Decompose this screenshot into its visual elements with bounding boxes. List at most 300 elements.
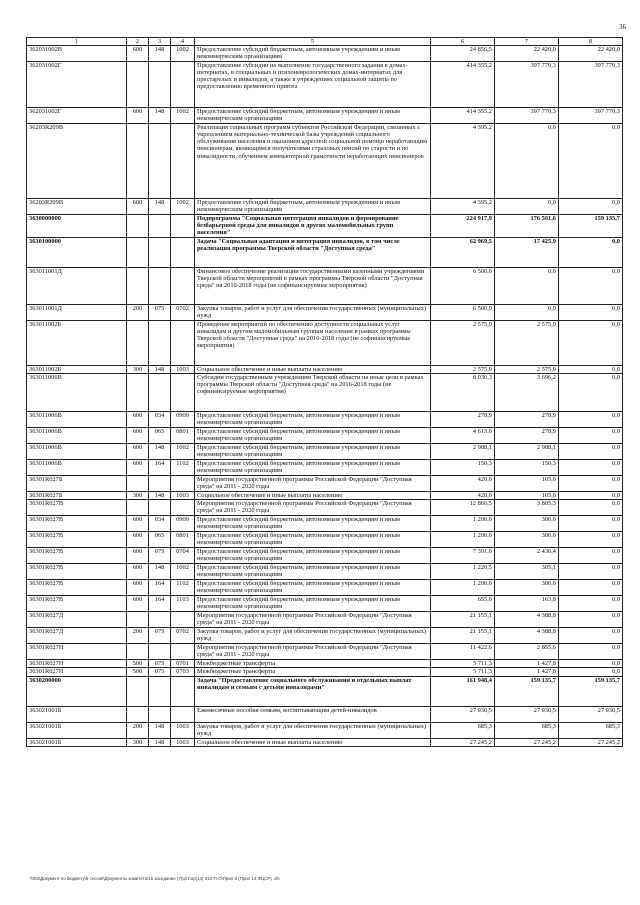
section-cell bbox=[171, 644, 195, 660]
target-code-cell: 36203R209В bbox=[27, 123, 127, 198]
description-cell: Задача "Предоставление социального обслуживания и отдельных выплат инвалидам и семьям с детьми инвалидами" bbox=[195, 676, 431, 706]
target-code-cell: 36301R027Д bbox=[27, 628, 127, 644]
administrator-cell bbox=[149, 237, 171, 267]
value-2017-cell: 21 155,1 bbox=[431, 612, 495, 628]
description-cell: Финансовое обеспечение реализации государственными казенными учреждениями Тверской области мероприятий в рамках программы Тверской области "Доступная среда" на 2016-2018 годы (не софинансируемые мероприятия) bbox=[195, 267, 431, 304]
value-2018-cell: 305,1 bbox=[495, 564, 559, 580]
value-2018-cell: 2 855,6 bbox=[495, 644, 559, 660]
value-2018-cell: 105,0 bbox=[495, 475, 559, 491]
description-cell: Предоставление субсидий бюджетным, автономным учреждениям и иным некоммерческим организациям bbox=[195, 459, 431, 475]
target-code-cell: 362031002В bbox=[27, 46, 127, 62]
description-cell: Закупка товаров, работ и услуг для обеспечения государственных (муниципальных) нужд bbox=[195, 304, 431, 320]
value-2019-cell: 0,0 bbox=[559, 580, 623, 596]
administrator-cell: 075 bbox=[149, 668, 171, 676]
table-row bbox=[27, 491, 623, 499]
section-cell: 1002 bbox=[171, 107, 195, 123]
administrator-cell: 065 bbox=[149, 532, 171, 548]
table-row bbox=[27, 365, 623, 373]
table-row bbox=[27, 411, 623, 427]
table-row bbox=[27, 107, 623, 123]
value-2017-cell: 21 155,1 bbox=[431, 628, 495, 644]
section-cell: 0703 bbox=[171, 668, 195, 676]
value-2018-cell: 105,0 bbox=[495, 491, 559, 499]
value-2017-cell: 1 200,0 bbox=[431, 516, 495, 532]
value-2019-cell: 0,0 bbox=[559, 596, 623, 612]
value-2017-cell: 4 395,2 bbox=[431, 198, 495, 214]
administrator-cell bbox=[149, 500, 171, 516]
section-cell bbox=[171, 706, 195, 722]
value-2017-cell: 27 930,5 bbox=[431, 706, 495, 722]
administrator-cell: 075 bbox=[149, 548, 171, 564]
value-2019-cell: 0,0 bbox=[559, 491, 623, 499]
value-2019-cell: 0,0 bbox=[559, 459, 623, 475]
value-2019-cell: 159 135,7 bbox=[559, 214, 623, 237]
value-2019-cell: 0,0 bbox=[559, 628, 623, 644]
target-code-cell: 36301R027Н bbox=[27, 644, 127, 660]
expense-type-cell: 500 bbox=[127, 660, 149, 668]
value-2018-cell: 397 770,3 bbox=[495, 107, 559, 123]
value-2017-cell: 1 200,0 bbox=[431, 580, 495, 596]
column-number: 8 bbox=[559, 38, 623, 46]
description-cell: Мероприятия государственной программы Российской Федерации "Доступная среда" на 2011 - 2020 годы bbox=[195, 612, 431, 628]
description-cell: Межбюджетные трансферты bbox=[195, 660, 431, 668]
section-cell bbox=[171, 123, 195, 198]
value-2018-cell: 1 427,8 bbox=[495, 660, 559, 668]
value-2018-cell: 300,0 bbox=[495, 532, 559, 548]
target-code-cell: 363021001Б bbox=[27, 738, 127, 746]
value-2019-cell: 0,0 bbox=[559, 612, 623, 628]
value-2018-cell: 300,0 bbox=[495, 580, 559, 596]
target-code-cell: 363011006В bbox=[27, 427, 127, 443]
description-cell: Ежемесячные пособия семьям, воспитывающим детей-инвалидов bbox=[195, 706, 431, 722]
value-2018-cell: 176 561,6 bbox=[495, 214, 559, 237]
section-cell: 1002 bbox=[171, 443, 195, 459]
expense-type-cell: 200 bbox=[127, 628, 149, 644]
file-path-footer: \\ФЭ\Документ по бюджету\6 сессия\Документы комитета\16 заседание (7)\р\1\ор(14) 312-П-О\Прил 8 (Прил 14 ФЦСР) .xls bbox=[30, 876, 280, 881]
value-2018-cell: 3 696,2 bbox=[495, 373, 559, 411]
target-code-cell: 363011001Д bbox=[27, 267, 127, 304]
target-code-cell: 3630100000 bbox=[27, 237, 127, 267]
section-cell: 0909 bbox=[171, 516, 195, 532]
expense-type-cell: 600 bbox=[127, 532, 149, 548]
value-2017-cell: 12 866,5 bbox=[431, 500, 495, 516]
description-cell: Межбюджетные трансферты bbox=[195, 668, 431, 676]
description-cell: Предоставление субсидий бюджетным, автономным учреждениям и иным некоммерческим организациям bbox=[195, 107, 431, 123]
section-cell: 1103 bbox=[171, 596, 195, 612]
expense-type-cell: 600 bbox=[127, 427, 149, 443]
administrator-cell: 164 bbox=[149, 580, 171, 596]
expense-type-cell: 600 bbox=[127, 198, 149, 214]
table-row bbox=[27, 532, 623, 548]
target-code-cell: 363011002Б bbox=[27, 320, 127, 365]
description-cell: Предоставление субсидий бюджетным, автономным учреждениям и иным некоммерческим организациям bbox=[195, 516, 431, 532]
value-2019-cell: 0,0 bbox=[559, 267, 623, 304]
value-2018-cell: 27 245,2 bbox=[495, 738, 559, 746]
section-cell: 1002 bbox=[171, 198, 195, 214]
value-2018-cell: 685,3 bbox=[495, 722, 559, 738]
value-2018-cell: 1 427,8 bbox=[495, 668, 559, 676]
target-code-cell: 36301R027Н bbox=[27, 660, 127, 668]
value-2018-cell: 0,0 bbox=[495, 123, 559, 198]
value-2019-cell: 0,0 bbox=[559, 123, 623, 198]
expense-type-cell: 300 bbox=[127, 365, 149, 373]
target-code-cell: 363021001Б bbox=[27, 706, 127, 722]
description-cell: Предоставление субсидий бюджетным, автономным учреждениям и иным некоммерческим организациям bbox=[195, 46, 431, 62]
section-cell bbox=[171, 676, 195, 706]
section-cell: 0801 bbox=[171, 532, 195, 548]
table-row bbox=[27, 373, 623, 411]
expense-type-cell bbox=[127, 267, 149, 304]
expense-type-cell: 600 bbox=[127, 46, 149, 62]
expense-type-cell: 600 bbox=[127, 580, 149, 596]
value-2019-cell: 0,0 bbox=[559, 668, 623, 676]
description-cell: Задача "Социальная адаптация и интеграция инвалидов, в том числе реализация программы Тверской области "Доступная среда" bbox=[195, 237, 431, 267]
administrator-cell: 148 bbox=[149, 46, 171, 62]
value-2017-cell: 420,0 bbox=[431, 491, 495, 499]
description-cell: Предоставление субсидий бюджетным, автономным учреждениям и иным некоммерческим организациям bbox=[195, 548, 431, 564]
administrator-cell bbox=[149, 373, 171, 411]
expense-type-cell bbox=[127, 61, 149, 107]
administrator-cell: 164 bbox=[149, 596, 171, 612]
table-row bbox=[27, 123, 623, 198]
value-2019-cell: 0,0 bbox=[559, 427, 623, 443]
expense-type-cell: 600 bbox=[127, 443, 149, 459]
column-number: 2 bbox=[127, 38, 149, 46]
table-row bbox=[27, 596, 623, 612]
expense-type-cell: 200 bbox=[127, 304, 149, 320]
value-2017-cell: 5 711,3 bbox=[431, 668, 495, 676]
table-row bbox=[27, 668, 623, 676]
value-2018-cell: 17 425,9 bbox=[495, 237, 559, 267]
expense-type-cell: 200 bbox=[127, 722, 149, 738]
value-2017-cell: 150,3 bbox=[431, 459, 495, 475]
value-2018-cell: 2 575,0 bbox=[495, 365, 559, 373]
expense-type-cell bbox=[127, 320, 149, 365]
value-2018-cell: 3 805,3 bbox=[495, 500, 559, 516]
section-cell bbox=[171, 237, 195, 267]
target-code-cell: 363021001Б bbox=[27, 722, 127, 738]
administrator-cell: 164 bbox=[149, 459, 171, 475]
value-2019-cell: 397 770,3 bbox=[559, 107, 623, 123]
value-2018-cell: 4 388,8 bbox=[495, 628, 559, 644]
expense-type-cell: 300 bbox=[127, 491, 149, 499]
table-row bbox=[27, 706, 623, 722]
target-code-cell: 362031002Г bbox=[27, 61, 127, 107]
target-code-cell: 36301R027Б bbox=[27, 475, 127, 491]
description-cell: Социальное обеспечение и иные выплаты населению bbox=[195, 491, 431, 499]
value-2019-cell: 0,0 bbox=[559, 411, 623, 427]
section-cell: 1002 bbox=[171, 564, 195, 580]
target-code-cell: 36301R027В bbox=[27, 596, 127, 612]
administrator-cell: 034 bbox=[149, 516, 171, 532]
target-code-cell: 363011006В bbox=[27, 373, 127, 411]
expense-type-cell bbox=[127, 475, 149, 491]
administrator-cell bbox=[149, 676, 171, 706]
description-cell: Закупка товаров, работ и услуг для обеспечения государственных (муниципальных) нужд bbox=[195, 722, 431, 738]
section-cell: 1102 bbox=[171, 459, 195, 475]
table-row bbox=[27, 516, 623, 532]
description-cell: Предоставление субсидий бюджетным, автономным учреждениям и иным некоммерческим организациям bbox=[195, 532, 431, 548]
value-2018-cell: 150,3 bbox=[495, 459, 559, 475]
value-2019-cell: 0,0 bbox=[559, 500, 623, 516]
page-number: 36 bbox=[619, 23, 626, 31]
administrator-cell bbox=[149, 214, 171, 237]
administrator-cell bbox=[149, 123, 171, 198]
table-row bbox=[27, 475, 623, 491]
administrator-cell bbox=[149, 612, 171, 628]
target-code-cell: 36301R027В bbox=[27, 580, 127, 596]
value-2017-cell: 2 575,0 bbox=[431, 320, 495, 365]
column-number: 6 bbox=[431, 38, 495, 46]
expense-type-cell bbox=[127, 214, 149, 237]
table-row bbox=[27, 612, 623, 628]
target-code-cell: 363011006В bbox=[27, 459, 127, 475]
administrator-cell: 075 bbox=[149, 304, 171, 320]
value-2019-cell: 0,0 bbox=[559, 475, 623, 491]
value-2017-cell: 4 395,2 bbox=[431, 123, 495, 198]
value-2019-cell: 0,0 bbox=[559, 644, 623, 660]
description-cell: Предоставление субсидий бюджетным, автономным учреждениям и иным некоммерческим организациям bbox=[195, 198, 431, 214]
expense-type-cell bbox=[127, 373, 149, 411]
target-code-cell: 36301R027В bbox=[27, 548, 127, 564]
target-code-cell: 36301R027Д bbox=[27, 612, 127, 628]
value-2018-cell: 2 436,4 bbox=[495, 548, 559, 564]
header-row bbox=[27, 38, 623, 46]
value-2017-cell: 8 030,3 bbox=[431, 373, 495, 411]
table-row bbox=[27, 644, 623, 660]
target-code-cell: 36301R027В bbox=[27, 516, 127, 532]
value-2019-cell: 0,0 bbox=[559, 320, 623, 365]
table-row bbox=[27, 198, 623, 214]
value-2019-cell: 0,0 bbox=[559, 660, 623, 668]
budget-table bbox=[26, 37, 623, 747]
value-2018-cell: 397 770,3 bbox=[495, 61, 559, 107]
section-cell: 0704 bbox=[171, 548, 195, 564]
section-cell bbox=[171, 267, 195, 304]
table-row bbox=[27, 443, 623, 459]
table-row bbox=[27, 564, 623, 580]
table-row bbox=[27, 214, 623, 237]
description-cell: Подпрограмма "Социальная интеграция инвалидов и формирование безбарьерной среды для инвалидов и других маломобильных групп населения" bbox=[195, 214, 431, 237]
value-2018-cell: 278,9 bbox=[495, 427, 559, 443]
table-row bbox=[27, 580, 623, 596]
administrator-cell: 034 bbox=[149, 411, 171, 427]
section-cell: 1102 bbox=[171, 580, 195, 596]
value-2019-cell: 27 245,2 bbox=[559, 738, 623, 746]
administrator-cell: 065 bbox=[149, 427, 171, 443]
value-2017-cell: 1 200,0 bbox=[431, 532, 495, 548]
column-number: 4 bbox=[171, 38, 195, 46]
administrator-cell: 148 bbox=[149, 722, 171, 738]
value-2017-cell: 420,0 bbox=[431, 475, 495, 491]
expense-type-cell bbox=[127, 676, 149, 706]
value-2019-cell: 0,0 bbox=[559, 443, 623, 459]
target-code-cell: 36301R027Н bbox=[27, 668, 127, 676]
table-row bbox=[27, 500, 623, 516]
value-2018-cell: 2 575,0 bbox=[495, 320, 559, 365]
administrator-cell: 075 bbox=[149, 628, 171, 644]
section-cell: 1003 bbox=[171, 491, 195, 499]
table-row bbox=[27, 628, 623, 644]
value-2019-cell: 0,0 bbox=[559, 516, 623, 532]
table-row bbox=[27, 676, 623, 706]
target-code-cell: 36301R027В bbox=[27, 564, 127, 580]
description-cell: Социальное обеспечение и иные выплаты населению bbox=[195, 738, 431, 746]
column-number: 7 bbox=[495, 38, 559, 46]
table-row bbox=[27, 459, 623, 475]
target-code-cell: 363011006В bbox=[27, 443, 127, 459]
value-2017-cell: 27 245,2 bbox=[431, 738, 495, 746]
description-cell: Предоставление субсидий бюджетным, автономным учреждениям и иным некоммерческим организациям bbox=[195, 596, 431, 612]
administrator-cell: 148 bbox=[149, 491, 171, 499]
target-code-cell: 363011002Б bbox=[27, 365, 127, 373]
expense-type-cell bbox=[127, 500, 149, 516]
value-2017-cell: 1 220,5 bbox=[431, 564, 495, 580]
expense-type-cell bbox=[127, 237, 149, 267]
value-2019-cell: 0,0 bbox=[559, 198, 623, 214]
value-2019-cell: 0,0 bbox=[559, 237, 623, 267]
target-code-cell: 363011006В bbox=[27, 411, 127, 427]
value-2018-cell: 0,0 bbox=[495, 304, 559, 320]
description-cell: Предоставление субсидий бюджетным, автономным учреждениям и иным некоммерческим организациям bbox=[195, 580, 431, 596]
value-2018-cell: 27 930,5 bbox=[495, 706, 559, 722]
value-2019-cell: 22 420,0 bbox=[559, 46, 623, 62]
expense-type-cell bbox=[127, 644, 149, 660]
administrator-cell bbox=[149, 706, 171, 722]
administrator-cell bbox=[149, 267, 171, 304]
description-cell: Проведение мероприятий по обеспечению доступности социальных услуг инвалидам и другим маломобильным группам населения в рамках программы Тверской области "Доступная среда" на 2016-2018 годы (не софинансируемые мероприятия) bbox=[195, 320, 431, 365]
expense-type-cell: 600 bbox=[127, 516, 149, 532]
value-2018-cell: 0,0 bbox=[495, 267, 559, 304]
value-2018-cell: 300,0 bbox=[495, 516, 559, 532]
value-2019-cell: 0,0 bbox=[559, 548, 623, 564]
section-cell: 1003 bbox=[171, 738, 195, 746]
expense-type-cell: 600 bbox=[127, 107, 149, 123]
column-number: 1 bbox=[27, 38, 127, 46]
section-cell: 1003 bbox=[171, 365, 195, 373]
administrator-cell bbox=[149, 644, 171, 660]
administrator-cell: 148 bbox=[149, 443, 171, 459]
value-2018-cell: 2 988,1 bbox=[495, 443, 559, 459]
target-code-cell: 363011001Д bbox=[27, 304, 127, 320]
administrator-cell: 148 bbox=[149, 107, 171, 123]
section-cell bbox=[171, 612, 195, 628]
target-code-cell: 3630200000 bbox=[27, 676, 127, 706]
target-code-cell: 36301R027Б bbox=[27, 491, 127, 499]
description-cell: Субсидии государственным учреждениям Тверской области на иные цели в рамках программы Тверской области "Доступная среда" на 2016-2018 годы (не софинансируемые мероприятия) bbox=[195, 373, 431, 411]
value-2017-cell: 2 988,1 bbox=[431, 443, 495, 459]
administrator-cell: 148 bbox=[149, 564, 171, 580]
section-cell: 1002 bbox=[171, 46, 195, 62]
value-2019-cell: 0,0 bbox=[559, 365, 623, 373]
target-code-cell: 3630000000 bbox=[27, 214, 127, 237]
value-2017-cell: 224 917,9 bbox=[431, 214, 495, 237]
value-2019-cell: 0,0 bbox=[559, 564, 623, 580]
section-cell bbox=[171, 475, 195, 491]
value-2017-cell: 655,0 bbox=[431, 596, 495, 612]
value-2018-cell: 4 388,8 bbox=[495, 612, 559, 628]
section-cell bbox=[171, 61, 195, 107]
value-2017-cell: 6 500,0 bbox=[431, 267, 495, 304]
expense-type-cell: 600 bbox=[127, 548, 149, 564]
value-2017-cell: 2 575,0 bbox=[431, 365, 495, 373]
table-row bbox=[27, 738, 623, 746]
table-row bbox=[27, 61, 623, 107]
section-cell bbox=[171, 214, 195, 237]
target-code-cell: 36203R209В bbox=[27, 198, 127, 214]
value-2019-cell: 397 770,3 bbox=[559, 61, 623, 107]
value-2017-cell: 62 969,5 bbox=[431, 237, 495, 267]
description-cell: Предоставление субсидий бюджетным, автономным учреждениям и иным некоммерческим организациям bbox=[195, 411, 431, 427]
description-cell: Предоставление субсидий бюджетным, автономным учреждениям и иным некоммерческим организациям bbox=[195, 564, 431, 580]
table-row bbox=[27, 304, 623, 320]
section-cell bbox=[171, 373, 195, 411]
description-cell: Мероприятия государственной программы Российской Федерации "Доступная среда" на 2011 - 2020 годы bbox=[195, 475, 431, 491]
table-row bbox=[27, 267, 623, 304]
value-2018-cell: 278,9 bbox=[495, 411, 559, 427]
description-cell: Предоставление субсидий бюджетным, автономным учреждениям и иным некоммерческим организациям bbox=[195, 427, 431, 443]
value-2018-cell: 159 135,7 bbox=[495, 676, 559, 706]
value-2017-cell: 414 355,2 bbox=[431, 107, 495, 123]
description-cell: Социальное обеспечение и иные выплаты населению bbox=[195, 365, 431, 373]
target-code-cell: 36301R027В bbox=[27, 532, 127, 548]
expense-type-cell bbox=[127, 706, 149, 722]
value-2019-cell: 685,3 bbox=[559, 722, 623, 738]
expense-type-cell: 600 bbox=[127, 411, 149, 427]
table-row bbox=[27, 548, 623, 564]
value-2019-cell: 27 930,5 bbox=[559, 706, 623, 722]
administrator-cell: 148 bbox=[149, 198, 171, 214]
administrator-cell: 148 bbox=[149, 365, 171, 373]
value-2019-cell: 0,0 bbox=[559, 304, 623, 320]
value-2018-cell: 22 420,0 bbox=[495, 46, 559, 62]
target-code-cell: 362031002Г bbox=[27, 107, 127, 123]
table-row bbox=[27, 722, 623, 738]
value-2019-cell: 0,0 bbox=[559, 373, 623, 411]
table-row bbox=[27, 660, 623, 668]
description-cell: Предоставление субсидий бюджетным, автономным учреждениям и иным некоммерческим организациям bbox=[195, 443, 431, 459]
administrator-cell bbox=[149, 475, 171, 491]
description-cell: Предоставление субсидии на выполнение государственного задания в домах-интернатах, в специальных и психоневрологических домах-интернатах для престарелых и инвалидов, а также в учреждениях социальной защиты по предоставлению временного приюта bbox=[195, 61, 431, 107]
expense-type-cell: 600 bbox=[127, 596, 149, 612]
administrator-cell bbox=[149, 61, 171, 107]
value-2017-cell: 11 422,6 bbox=[431, 644, 495, 660]
section-cell bbox=[171, 500, 195, 516]
target-code-cell: 36301R027В bbox=[27, 500, 127, 516]
column-number: 5 bbox=[195, 38, 431, 46]
section-cell: 0801 bbox=[171, 427, 195, 443]
expense-type-cell: 600 bbox=[127, 564, 149, 580]
value-2017-cell: 161 948,4 bbox=[431, 676, 495, 706]
value-2017-cell: 685,3 bbox=[431, 722, 495, 738]
value-2019-cell: 0,0 bbox=[559, 532, 623, 548]
value-2017-cell: 278,9 bbox=[431, 411, 495, 427]
value-2017-cell: 414 355,2 bbox=[431, 61, 495, 107]
section-cell: 1003 bbox=[171, 722, 195, 738]
value-2017-cell: 24 856,5 bbox=[431, 46, 495, 62]
value-2017-cell: 5 711,3 bbox=[431, 660, 495, 668]
column-number: 3 bbox=[149, 38, 171, 46]
expense-type-cell: 300 bbox=[127, 738, 149, 746]
expense-type-cell bbox=[127, 612, 149, 628]
section-cell: 0909 bbox=[171, 411, 195, 427]
administrator-cell: 148 bbox=[149, 738, 171, 746]
description-cell: Мероприятия государственной программы Российской Федерации "Доступная среда" на 2011 - 2020 годы bbox=[195, 500, 431, 516]
administrator-cell bbox=[149, 320, 171, 365]
section-cell bbox=[171, 320, 195, 365]
administrator-cell: 075 bbox=[149, 660, 171, 668]
table-row bbox=[27, 46, 623, 62]
